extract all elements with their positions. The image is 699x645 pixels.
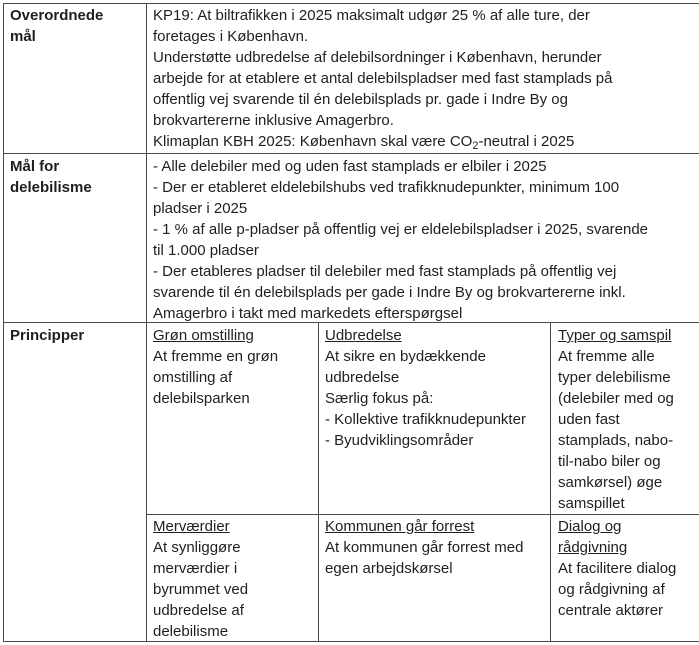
principle-body: At kommunen går forrest med egen arbejdskørsel (325, 539, 524, 577)
principle-cell-groen-omstilling (153, 325, 313, 409)
principle-body: At fremme alle typer delebilisme (delebiler med og uden fast stamplads, nabo- til-nabo biler og samkørsel) øge samspillet (558, 348, 674, 512)
klimaplan-text-end: -neutral i 2025 (478, 133, 575, 150)
principle-body: At fremme en grøn omstilling af delebilsparken (153, 348, 279, 407)
principle-cell-dialog-og-raadgivning (558, 516, 698, 621)
list-item: - Der etableres pladser til delebiler med fast stamplads på offentlig vej svarende til én delebilsplads per gade i Indre By og brokvartererne inkl. Amagerbro i takt med markedets efterspørgsel (153, 263, 626, 322)
principle-cell-mervaerdier (153, 516, 313, 642)
principle-title: Kommunen går forrest (325, 518, 475, 535)
label-column-divider (146, 3, 147, 642)
co2-subscript: 2 (472, 140, 479, 152)
principle-cell-typer-og-samspil (558, 325, 698, 514)
inner-column-divider (318, 322, 319, 642)
principle-title: Merværdier (153, 518, 230, 535)
row-label-maal-for-delebilisme: Mål for delebilisme (10, 158, 92, 196)
overordnede-content (153, 5, 695, 152)
inner-column-divider (550, 322, 551, 642)
principle-body: At sikre en bydækkende udbredelse Særlig fokus på: - Kollektive trafikknudepunkter - Byudviklingsområder (325, 348, 526, 449)
principle-title: Udbredelse (325, 327, 402, 344)
kp19-text: KP19: At biltrafikken i 2025 maksimalt udgør 25 % af alle ture, der foretages i København. (153, 7, 590, 45)
principle-title: Typer og samspil (558, 327, 672, 344)
principle-cell-kommunen-gaar-forrest (325, 516, 547, 579)
table-border-left (3, 3, 4, 642)
table-border-top (3, 3, 699, 4)
klimaplan-text (153, 131, 695, 152)
list-item: - Alle delebiler med og uden fast stamplads er elbiler i 2025 (153, 158, 547, 175)
row-label-overordnede-maal: Overordnede mål (10, 7, 104, 45)
inner-row-divider (146, 514, 699, 515)
understoette-text: Understøtte udbredelse af delebilsordninger i København, herunder arbejde for at etablere et antal delebilspladser med fast stamplads på offentlig vej svarende til én delebilsplads pr. gade i Indre By og brokvartererne inklusive Amagerbro. (153, 49, 613, 129)
principle-title: Grøn omstilling (153, 327, 254, 344)
table-border-bottom (3, 641, 699, 642)
principle-body: At facilitere dialog og rådgivning af centrale aktører (558, 560, 677, 619)
principle-cell-udbredelse (325, 325, 547, 451)
list-item: - 1 % af alle p-pladser på offentlig vej er eldelebilspladser i 2025, svarende til 1.000 pladser (153, 221, 649, 259)
list-item: - Der er etableret eldelebilshubs ved trafikknudepunkter, minimum 100 pladser i 2025 (153, 179, 620, 217)
principle-title: Dialog og rådgivning (558, 518, 628, 556)
row-label-principper: Principper (10, 327, 85, 344)
maal-list (153, 156, 695, 324)
row-divider (3, 153, 699, 154)
klimaplan-text-main: Klimaplan KBH 2025: København skal være CO (153, 133, 473, 150)
principle-body: At synliggøre merværdier i byrummet ved udbredelse af delebilisme (153, 539, 249, 640)
